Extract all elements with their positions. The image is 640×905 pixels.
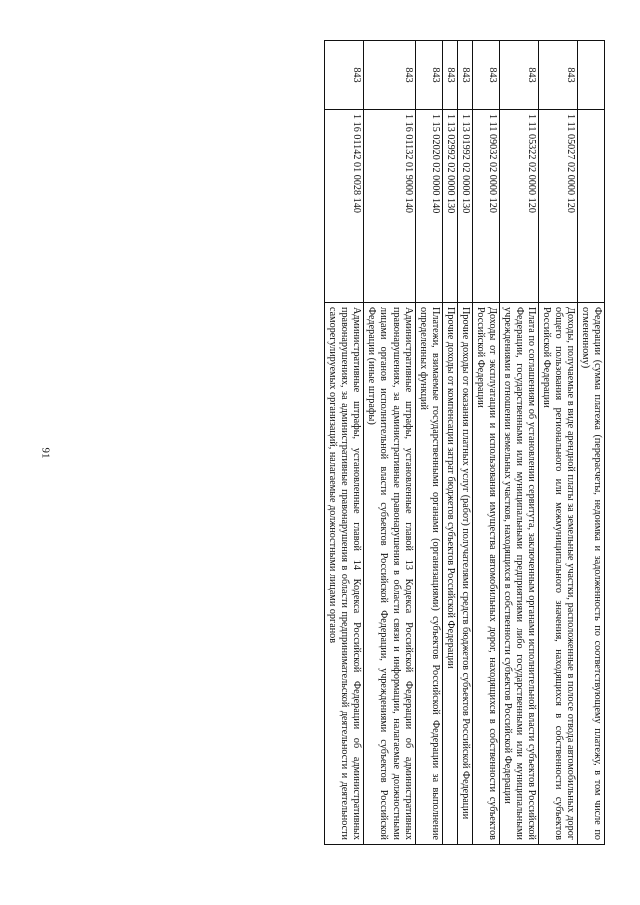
table-row xyxy=(457,41,472,845)
table-row xyxy=(577,41,604,845)
table-row xyxy=(472,41,499,845)
budget-code-cell: 1 13 01992 02 0000 130 xyxy=(457,110,472,303)
admin-code-cell: 843 xyxy=(472,41,499,110)
income-name-cell: Доходы, получаемые в виде арендной платы за земельные участки, расположенные в полосе отвода автомобильных дорог общего пользования регионального или межмуниципального значения, находящихся в собственности субъектов Российской Федерации xyxy=(538,303,577,845)
budget-code-cell: 1 11 09032 02 0000 120 xyxy=(472,110,499,303)
income-name-cell: Доходы от эксплуатации и использования имущества автомобильных дорог, находящихся в собственности субъектов Российской Федерации xyxy=(472,303,499,845)
budget-code-cell: 1 11 05027 02 0000 120 xyxy=(538,110,577,303)
admin-code-cell: 843 xyxy=(415,41,442,110)
budget-code-cell: 1 11 05322 02 0000 120 xyxy=(499,110,538,303)
table-row xyxy=(415,41,442,845)
table-row xyxy=(325,41,364,845)
income-name-cell: Административные штрафы, установленные главой 13 Кодекса Российской Федерации об административных правонарушениях, за административные правонарушения в области связи и информации, налагаемые должностными лицами органов исполнительной власти субъектов Российской Федерации, учреждениями субъектов Российской Федерации (иные штрафы) xyxy=(364,303,415,845)
budget-codes-table xyxy=(324,40,605,845)
admin-code-cell: 843 xyxy=(457,41,472,110)
page-number-container xyxy=(35,0,55,905)
table-row xyxy=(364,41,415,845)
admin-code-cell: 843 xyxy=(325,41,364,110)
admin-code-cell: 843 xyxy=(364,41,415,110)
budget-code-cell: 1 16 01142 01 0028 140 xyxy=(325,110,364,303)
admin-code-cell: 843 xyxy=(442,41,457,110)
table-row xyxy=(538,41,577,845)
table-row xyxy=(442,41,457,845)
admin-code-cell xyxy=(577,41,604,110)
page-number: 91 xyxy=(39,447,51,458)
income-name-cell: Прочие доходы от оказания платных услуг (работ) получателями средств бюджетов субъектов Российской Федерации xyxy=(457,303,472,845)
admin-code-cell: 843 xyxy=(499,41,538,110)
income-name-cell: Административные штрафы, установленные главой 14 Кодекса Российской Федерации об административных правонарушениях, за административные правонарушения в области предпринимательской деятельности и деятельности саморегулируемых организаций, налагаемые должностными лицами органов xyxy=(325,303,364,845)
budget-code-cell xyxy=(577,110,604,303)
admin-code-cell: 843 xyxy=(538,41,577,110)
budget-code-cell: 1 15 02020 02 0000 140 xyxy=(415,110,442,303)
income-name-cell: Платежи, взимаемые государственными органами (организациями) субъектов Российской Федерации за выполнение определенных функций xyxy=(415,303,442,845)
budget-code-cell: 1 16 01132 01 9000 140 xyxy=(364,110,415,303)
income-name-cell: Прочие доходы от компенсации затрат бюджетов субъектов Российской Федерации xyxy=(442,303,457,845)
table-row xyxy=(499,41,538,845)
income-name-cell: Федерации (сумма платежа (перерасчеты, недоимка и задолженность по соответствующему платежу, в том числе по отмененному) xyxy=(577,303,604,845)
income-name-cell: Плата по соглашениям об установлении сервитута, заключенным органами исполнительной власти субъектов Российской Федерации, государственными или муниципальными предприятиями либо государственными или муниципальными учреждениями в отношении земельных участков, находящихся в собственности субъектов Российской Федерации xyxy=(499,303,538,845)
budget-code-cell: 1 13 02992 02 0000 130 xyxy=(442,110,457,303)
rotated-content xyxy=(60,40,605,845)
